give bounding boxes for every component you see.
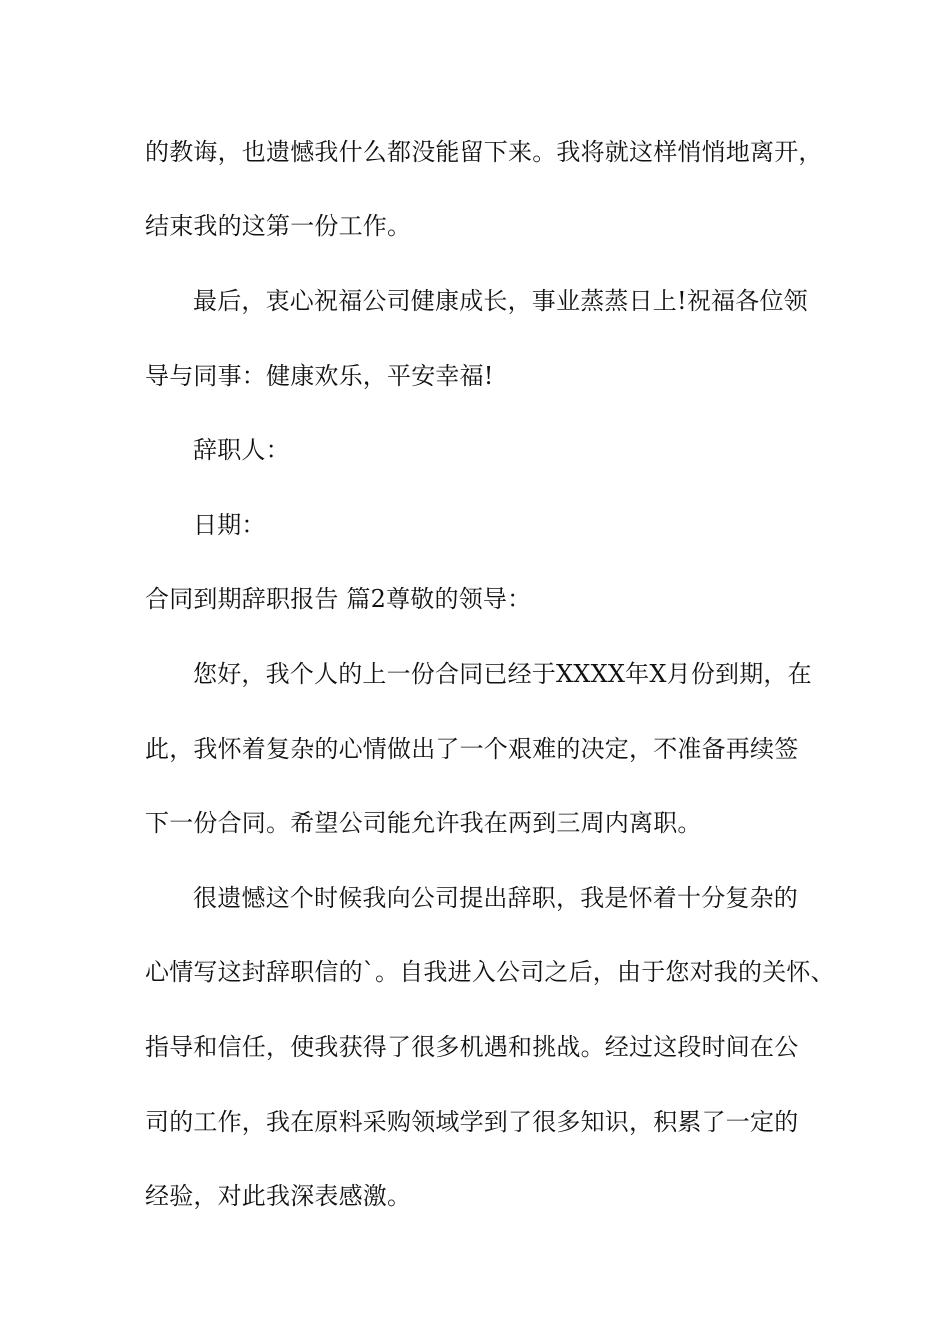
text-line: 的教诲，也遗憾我什么都没能留下来。我将就这样悄悄地离开，	[145, 138, 823, 166]
date-label: 日期：	[193, 511, 266, 539]
text-line: 导与同事：健康欢乐，平安幸福!	[145, 362, 494, 390]
text-line: 心情写这封辞职信的`。自我进入公司之后，由于您对我的关怀、	[145, 958, 835, 986]
paragraph-line: 很遗憾这个时候我向公司提出辞职，我是怀着十分复杂的	[193, 884, 798, 912]
paragraph-line: 最后，衷心祝福公司健康成长，事业蒸蒸日上!祝福各位领	[193, 287, 808, 315]
text-line: 下一份合同。希望公司能允许我在两到三周内离职。	[145, 809, 702, 837]
signature-label: 辞职人：	[193, 436, 290, 464]
text-line: 指导和信任，使我获得了很多机遇和挑战。经过这段时间在公	[145, 1033, 799, 1061]
text-line: 司的工作，我在原料采购领域学到了很多知识，积累了一定的	[145, 1108, 799, 1136]
section-heading: 合同到期辞职报告 篇2尊敬的领导：	[145, 585, 532, 613]
paragraph-line: 您好，我个人的上一份合同已经于XXXX年X月份到期，在	[193, 660, 812, 688]
text-line: 结束我的这第一份工作。	[145, 212, 412, 240]
text-line: 此，我怀着复杂的心情做出了一个艰难的决定，不准备再续签	[145, 735, 799, 763]
text-line: 经验，对此我深表感激。	[145, 1182, 412, 1210]
